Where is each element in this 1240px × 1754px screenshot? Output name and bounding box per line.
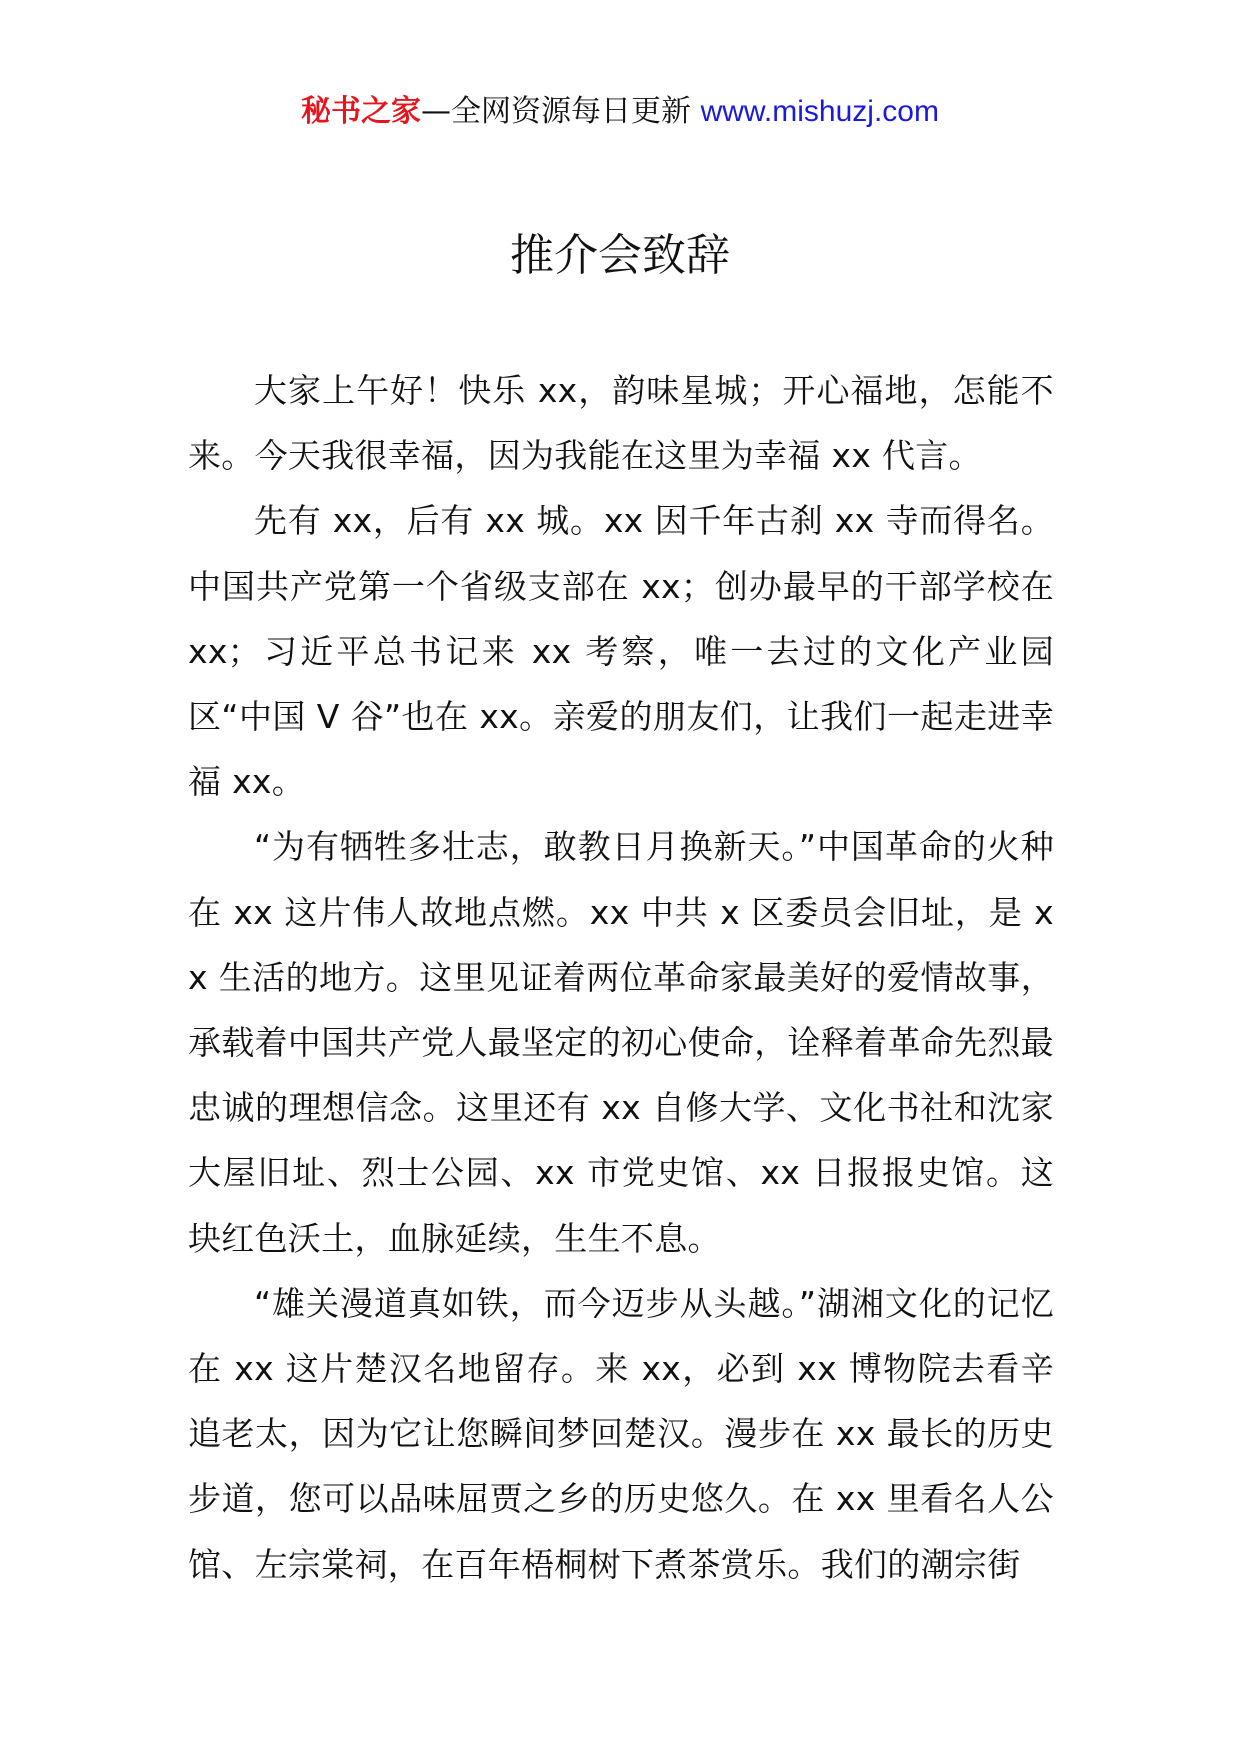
site-banner bbox=[0, 92, 1240, 132]
paragraph: 大家上午好！快乐 xx，韵味星城；开心福地，怎能不来。今天我很幸福，因为我能在这里为幸福 xx 代言。 bbox=[188, 371, 1054, 476]
paragraph: 先有 xx，后有 xx 城。xx 因千年古刹 xx 寺而得名。中国共产党第一个省级支部在 xx；创办最早的干部学校在 xx；习近平总书记来 xx 考察，唯一去过的文化产业园区“中国 V 谷”也在 xx。亲爱的朋友们，让我们一起走进幸福 xx。 bbox=[188, 501, 1054, 802]
paragraph: “雄关漫道真如铁，而今迈步从头越。”湖湘文化的记忆在 xx 这片楚汉名地留存。来 xx，必到 xx 博物院去看辛追老太，因为它让您瞬间梦回楚汉。漫步在 xx 最长的历史步道，您可以品味屈贾之乡的历史悠久。在 xx 里看名人公馆、左宗棠祠，在百年梧桐树下煮茶赏乐。我们的潮宗街 bbox=[188, 1283, 1054, 1584]
document-title: 推介会致辞 bbox=[510, 230, 730, 281]
document-body bbox=[188, 358, 1054, 1597]
brand-name: 秘书之家 bbox=[301, 94, 422, 129]
banner-slogan: —全网资源每日更新 bbox=[421, 94, 692, 129]
site-url[interactable]: www.mishuzj.com bbox=[700, 95, 939, 128]
paragraph: “为有牺牲多壮志，敢教日月换新天。”中国革命的火种在 xx 这片伟人故地点燃。xx 中共 x 区委员会旧址，是 xx 生活的地方。这里见证着两位革命家最美好的爱情故事，承载着中国共产党人最坚定的初心使命，诠释着革命先烈最忠诚的理想信念。这里还有 xx 自修大学、文化书社和沈家大屋旧址、烈士公园、xx 市党史馆、xx 日报报史馆。这块红色沃土，血脉延续，生生不息。 bbox=[188, 827, 1054, 1258]
